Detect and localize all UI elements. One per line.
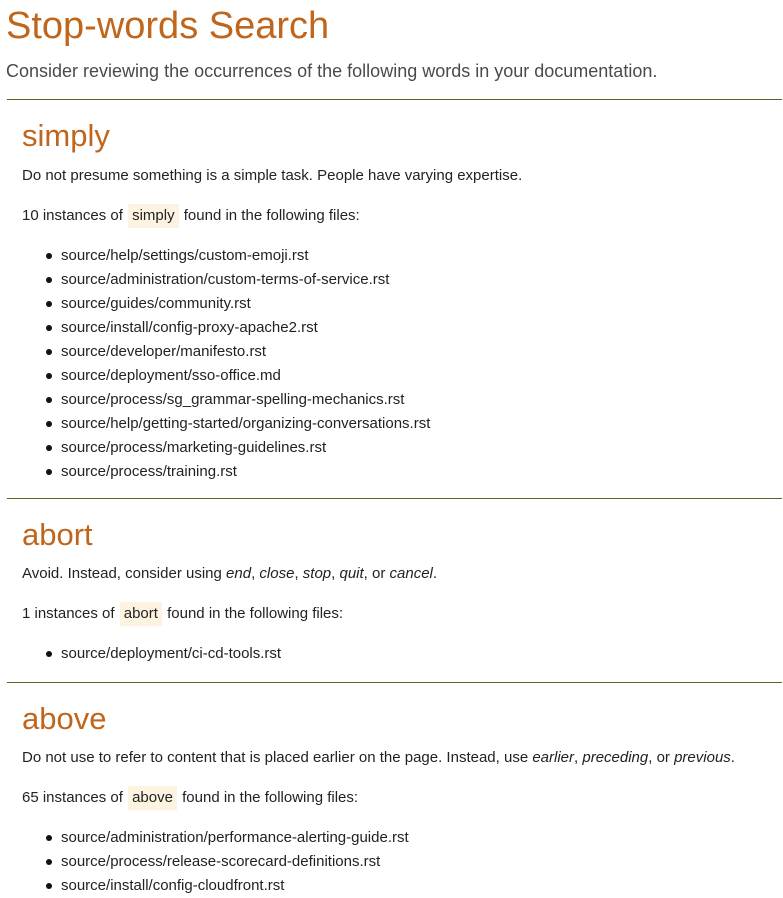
instances-suffix: found in the following files: [167,605,344,622]
stopword-section-above [22,701,782,894]
keyword-highlight: abort [120,602,162,626]
instances-count: 1 instances of [22,605,115,622]
instances-summary [22,602,343,626]
section-title: abort [22,517,93,552]
file-list-item: source/process/training.rst [22,460,430,484]
section-description: Avoid. Instead, consider using end, close, stop, quit, or cancel. [22,565,438,582]
file-list-item: source/process/marketing-guidelines.rst [22,436,430,460]
file-list-item: source/install/config-cloudfront.rst [22,874,409,898]
page-title: Stop-words Search [6,5,330,47]
file-list-item: source/process/release-scorecard-definitions.rst [22,850,409,874]
file-list-item: source/help/settings/custom-emoji.rst [22,244,430,268]
file-list-item: source/process/sg_grammar-spelling-mechanics.rst [22,388,430,412]
file-list-item: source/deployment/sso-office.md [22,364,430,388]
instances-suffix: found in the following files: [182,789,359,806]
divider [7,498,782,499]
file-list [22,642,281,666]
instances-count: 65 instances of [22,789,123,806]
divider [7,682,782,683]
section-title: simply [22,118,110,153]
file-list-item: source/help/getting-started/organizing-conversations.rst [22,412,430,436]
instances-suffix: found in the following files: [183,207,360,224]
section-title: above [22,701,107,736]
section-description: Do not use to refer to content that is placed earlier on the page. Instead, use earlier, preceding, or previous. [22,749,735,766]
file-list-item: source/developer/manifesto.rst [22,340,430,364]
file-list-item: source/administration/custom-terms-of-service.rst [22,268,430,292]
keyword-highlight: above [128,786,177,810]
file-list-item: source/deployment/ci-cd-tools.rst [22,642,281,666]
stopword-section-abort [22,517,782,662]
file-list [22,826,409,898]
stopword-section-simply [22,118,782,480]
file-list-item: source/administration/performance-alerting-guide.rst [22,826,409,850]
page-subtitle: Consider reviewing the occurrences of the following words in your documentation. [6,61,658,81]
keyword-highlight: simply [128,204,179,228]
file-list-item: source/install/config-proxy-apache2.rst [22,316,430,340]
divider [7,99,782,100]
instances-summary [22,786,358,810]
file-list [22,244,430,484]
section-description: Do not presume something is a simple task. People have varying expertise. [22,167,523,184]
instances-summary [22,204,360,228]
file-list-item: source/guides/community.rst [22,292,430,316]
instances-count: 10 instances of [22,207,123,224]
